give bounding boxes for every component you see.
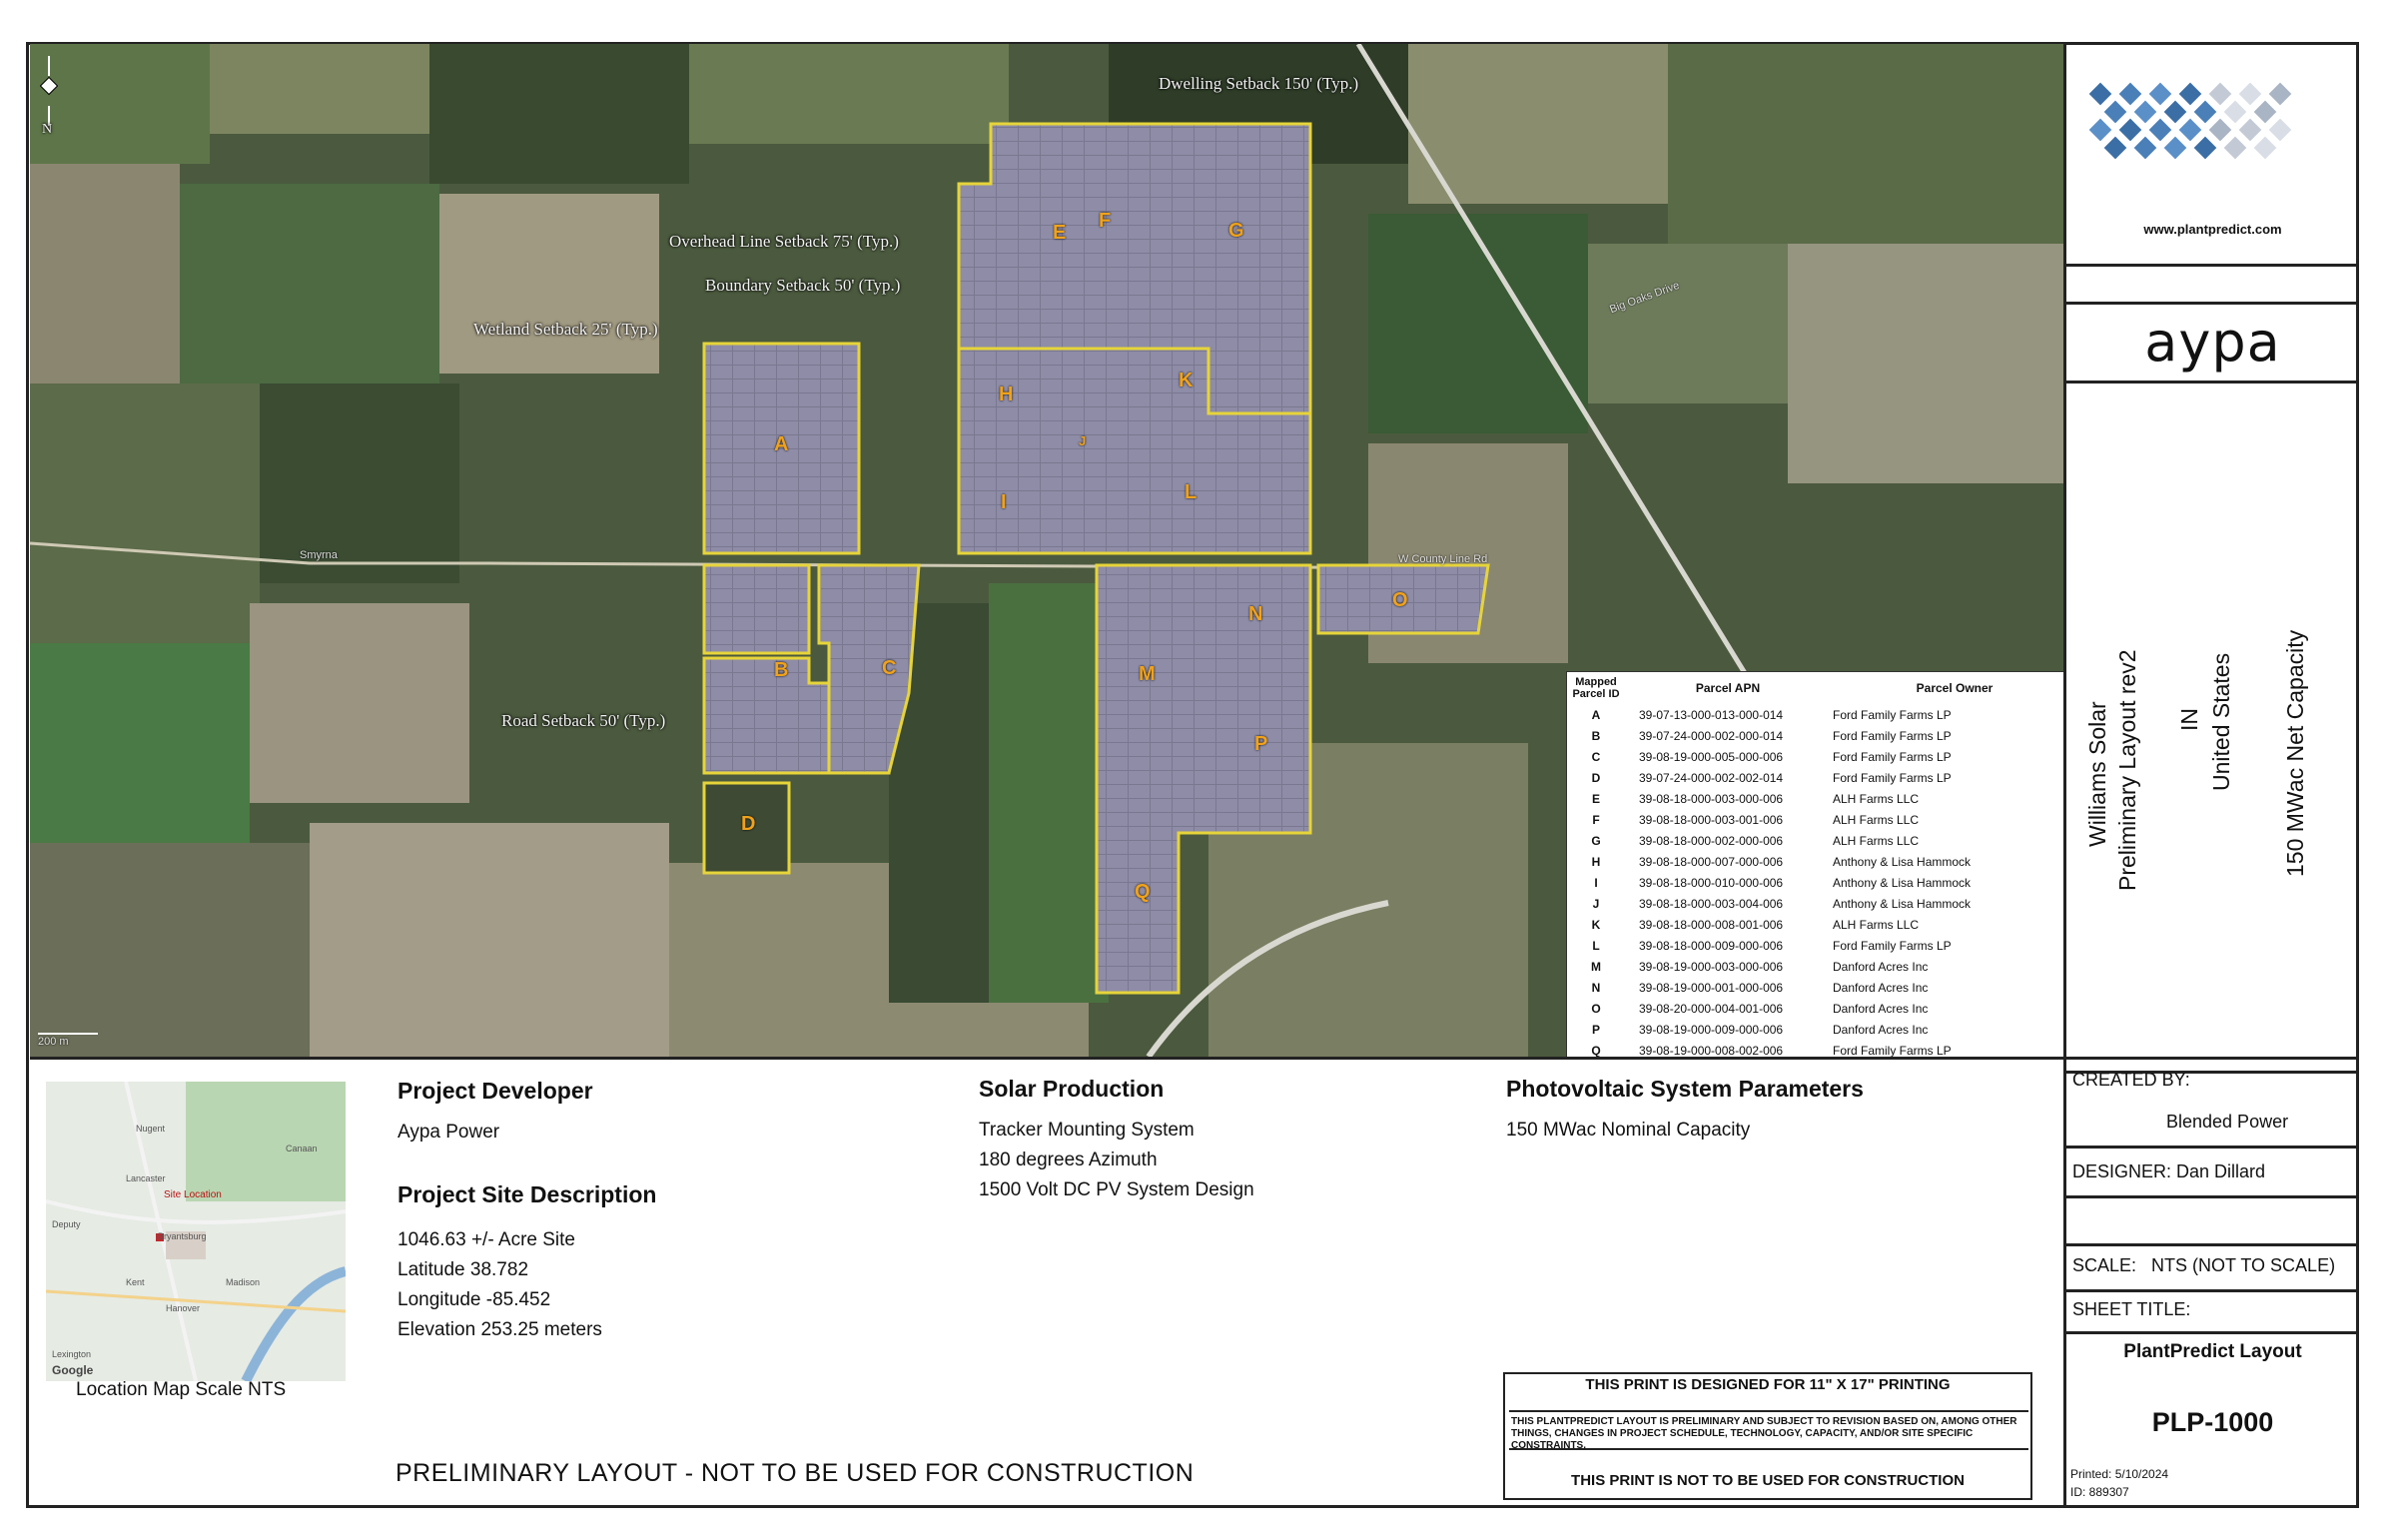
parcel-id-cell: M bbox=[1591, 959, 1601, 974]
logo-diamond bbox=[2119, 119, 2142, 142]
parcel-table-row bbox=[1567, 914, 2063, 935]
aypa-logo: aypa bbox=[2144, 311, 2281, 374]
parcel-table-row bbox=[1567, 788, 2063, 809]
parcel-apn-cell: 39-08-19-000-008-002-006 bbox=[1639, 1043, 1784, 1057]
project-country: United States bbox=[2208, 652, 2234, 791]
created-by-label: CREATED BY: bbox=[2072, 1070, 2190, 1090]
logo-diamond bbox=[2119, 83, 2142, 106]
site-acreage: 1046.63 +/- Acre Site bbox=[398, 1229, 575, 1250]
printed-date: Printed: 5/10/2024 bbox=[2070, 1467, 2169, 1481]
header-parcel-apn: Parcel APN bbox=[1695, 681, 1761, 695]
parcel-owner-cell: ALH Farms LLC bbox=[1833, 917, 1920, 932]
county-line-road-label: W County Line Rd bbox=[1398, 553, 1488, 565]
parcel-owner-cell: Ford Family Farms LP bbox=[1833, 707, 1952, 722]
parcel-letter-q: Q bbox=[1135, 881, 1151, 903]
sheet-title-value: PlantPredict Layout bbox=[2123, 1341, 2302, 1362]
parcel-apn-cell: 39-08-18-000-008-001-006 bbox=[1639, 917, 1784, 932]
parcel-owner-cell: Ford Family Farms LP bbox=[1833, 749, 1952, 764]
logo-diamond bbox=[2239, 119, 2262, 142]
parcel-apn-cell: 39-08-20-000-004-001-006 bbox=[1639, 1001, 1784, 1016]
parcel-table-row bbox=[1567, 1040, 2063, 1057]
parcel-owner-cell: Danford Acres Inc bbox=[1833, 959, 1929, 974]
parcel-letter-i: I bbox=[1001, 491, 1007, 513]
parcel-id-cell: K bbox=[1591, 917, 1601, 932]
parcel-letter-m: M bbox=[1139, 663, 1156, 685]
logo-diamond bbox=[2104, 137, 2127, 160]
parcel-letter-c: C bbox=[882, 657, 897, 679]
parcel-apn-cell: 39-08-18-000-003-004-006 bbox=[1639, 896, 1784, 911]
sheet-number: PLP-1000 bbox=[2151, 1407, 2274, 1437]
plantpredict-logo-box bbox=[2066, 44, 2359, 267]
parcel-table-row bbox=[1567, 809, 2063, 830]
parcel-apn-cell: 39-08-18-000-009-000-006 bbox=[1639, 938, 1784, 953]
parcel-letter-b: B bbox=[774, 659, 789, 681]
parcel-id-cell: Q bbox=[1591, 1043, 1601, 1057]
divider-2 bbox=[2066, 1195, 2359, 1198]
parcel-owner-cell: Anthony & Lisa Hammock bbox=[1833, 854, 1972, 869]
drawing-id: ID: 889307 bbox=[2070, 1485, 2129, 1499]
aypa-logo-box bbox=[2066, 302, 2359, 384]
town-deputy: Deputy bbox=[52, 1219, 81, 1229]
logo-diamond bbox=[2149, 83, 2172, 106]
parcel-letter-o: O bbox=[1392, 589, 1408, 611]
parcel-apn-cell: 39-08-19-000-009-000-006 bbox=[1639, 1022, 1784, 1037]
parcel-owner-cell: Danford Acres Inc bbox=[1833, 980, 1929, 995]
parcel-table-row bbox=[1567, 851, 2063, 872]
location-map-caption: Location Map Scale NTS bbox=[76, 1379, 287, 1400]
google-attribution: Google bbox=[52, 1363, 94, 1377]
project-developer-value: Aypa Power bbox=[398, 1122, 500, 1143]
project-name: Williams Solar bbox=[2084, 701, 2110, 847]
logo-diamond bbox=[2149, 119, 2172, 142]
parcel-apn-cell: 39-08-18-000-007-000-006 bbox=[1639, 854, 1784, 869]
parcel-table-row bbox=[1567, 893, 2063, 914]
road-setback-label: Road Setback 50' (Typ.) bbox=[501, 711, 666, 730]
divider-1 bbox=[2066, 1146, 2359, 1149]
parcel-owner-cell: ALH Farms LLC bbox=[1833, 812, 1920, 827]
overhead-setback-label: Overhead Line Setback 75' (Typ.) bbox=[669, 232, 899, 251]
scale-label: SCALE: NTS (NOT TO SCALE) bbox=[2072, 1255, 2336, 1275]
town-bryantsburg: Bryantsburg bbox=[158, 1231, 207, 1241]
north-arrow-icon bbox=[40, 56, 58, 126]
parcel-letter-f: F bbox=[1099, 210, 1112, 232]
solar-production-heading: Solar Production bbox=[979, 1076, 1165, 1102]
scale-bar: 200 m bbox=[38, 1033, 98, 1048]
project-state: IN bbox=[2176, 708, 2202, 731]
logo-diamond bbox=[2209, 119, 2232, 142]
parcel-apn-cell: 39-07-24-000-002-000-014 bbox=[1639, 728, 1784, 743]
town-madison: Madison bbox=[226, 1277, 261, 1287]
preliminary-disclaimer: THIS PLANTPREDICT LAYOUT IS PRELIMINARY AND SUBJECT TO REVISION BASED ON, AMONG OTHER THINGS, CHANGES IN PROJECT SCHEDULE, TECHNOLOGY, CAPACITY, AND/OR SITE SPECIFIC CONSTRAINTS. bbox=[1509, 1410, 2028, 1450]
logo-diamond bbox=[2179, 119, 2202, 142]
project-developer-heading: Project Developer bbox=[398, 1078, 593, 1104]
site-elevation: Elevation 253.25 meters bbox=[398, 1319, 602, 1340]
site-longitude: Longitude -85.452 bbox=[398, 1289, 551, 1310]
wetland-setback-label: Wetland Setback 25' (Typ.) bbox=[473, 320, 658, 339]
parcel-owner-cell: ALH Farms LLC bbox=[1833, 833, 1920, 848]
north-label: N bbox=[42, 122, 53, 137]
parcel-id-cell: N bbox=[1591, 980, 1601, 995]
parcel-id-cell: O bbox=[1591, 1001, 1601, 1016]
divider-4 bbox=[2066, 1289, 2359, 1292]
designer-label: DESIGNER: Dan Dillard bbox=[2072, 1161, 2266, 1181]
parcel-id-cell: I bbox=[1594, 875, 1598, 890]
parcel-letter-a: A bbox=[774, 433, 789, 455]
parcel-letter-d: D bbox=[741, 813, 756, 835]
parcel-owner-cell: ALH Farms LLC bbox=[1833, 791, 1920, 806]
town-canaan: Canaan bbox=[286, 1144, 318, 1154]
parcel-id-cell: H bbox=[1591, 854, 1601, 869]
logo-diamond bbox=[2134, 137, 2157, 160]
parcel-table bbox=[1566, 671, 2063, 1057]
logo-diamond bbox=[2164, 137, 2187, 160]
parcel-b1 bbox=[704, 565, 809, 653]
town-nugent: Nugent bbox=[136, 1124, 166, 1134]
logo-diamond bbox=[2194, 137, 2217, 160]
parcel-apn-cell: 39-07-13-000-013-000-014 bbox=[1639, 707, 1784, 722]
pv-parameters-heading: Photovoltaic System Parameters bbox=[1506, 1076, 1864, 1102]
aerial-map[interactable] bbox=[30, 44, 2063, 1057]
boundary-setback-label: Boundary Setback 50' (Typ.) bbox=[705, 276, 901, 295]
logo-diamond bbox=[2089, 83, 2112, 106]
parcel-letter-p: P bbox=[1254, 733, 1268, 755]
logo-diamond bbox=[2239, 83, 2262, 106]
parcel-letter-g: G bbox=[1228, 220, 1244, 242]
parcel-id-cell: P bbox=[1591, 1022, 1600, 1037]
parcel-owner-cell: Ford Family Farms LP bbox=[1833, 1043, 1952, 1057]
parcel-letter-j: J bbox=[1079, 433, 1087, 448]
project-capacity: 150 MWac Net Capacity bbox=[2282, 629, 2308, 877]
solar-production-voltage: 1500 Volt DC PV System Design bbox=[979, 1179, 1254, 1200]
print-size-note: THIS PRINT IS DESIGNED FOR 11" X 17" PRINTING bbox=[1585, 1376, 1951, 1393]
preliminary-layout-note: PRELIMINARY LAYOUT - NOT TO BE USED FOR CONSTRUCTION bbox=[396, 1459, 1195, 1487]
sheet-title-label: SHEET TITLE: bbox=[2072, 1299, 2191, 1319]
print-note-box bbox=[1503, 1372, 2032, 1500]
parcel-owner-cell: Ford Family Farms LP bbox=[1833, 728, 1952, 743]
parcel-letter-k: K bbox=[1179, 370, 1194, 391]
parcel-owner-cell: Ford Family Farms LP bbox=[1833, 938, 1952, 953]
town-lexington: Lexington bbox=[52, 1349, 92, 1359]
parcel-table-row bbox=[1567, 830, 2063, 851]
parcel-apn-cell: 39-08-19-000-001-000-006 bbox=[1639, 980, 1784, 995]
parcel-apn-cell: 39-08-18-000-010-000-006 bbox=[1639, 875, 1784, 890]
project-title-block bbox=[2066, 382, 2359, 1074]
parcel-id-cell: B bbox=[1591, 728, 1601, 743]
logo-diamond bbox=[2209, 83, 2232, 106]
plantpredict-logo-icon bbox=[2066, 44, 2359, 214]
town-kent: Kent bbox=[126, 1277, 145, 1287]
parcel-owner-cell: Danford Acres Inc bbox=[1833, 1001, 1929, 1016]
project-site-description-heading: Project Site Description bbox=[398, 1181, 657, 1207]
parcel-owner-cell: Anthony & Lisa Hammock bbox=[1833, 875, 1972, 890]
parcel-id-cell: G bbox=[1591, 833, 1601, 848]
created-by-value: Blended Power bbox=[2166, 1112, 2289, 1132]
town-hanover: Hanover bbox=[166, 1303, 201, 1313]
created-by-cell bbox=[2063, 1057, 2359, 1508]
logo-diamond bbox=[2134, 101, 2157, 124]
parcel-letter-n: N bbox=[1248, 603, 1263, 625]
logo-diamond bbox=[2254, 101, 2277, 124]
construction-note: THIS PRINT IS NOT TO BE USED FOR CONSTRUCTION bbox=[1571, 1472, 1965, 1489]
parcel-table-row bbox=[1567, 872, 2063, 893]
site-location-label: Site Location bbox=[164, 1189, 222, 1200]
divider-3 bbox=[2066, 1243, 2359, 1246]
logo-diamond bbox=[2269, 119, 2292, 142]
logo-diamond bbox=[2269, 83, 2292, 106]
parcel-table-row bbox=[1567, 704, 2063, 725]
parcel-letter-l: L bbox=[1185, 481, 1198, 503]
parcel-id-cell: C bbox=[1591, 749, 1601, 764]
parcel-table-row bbox=[1567, 725, 2063, 746]
parcel-table-row bbox=[1567, 1019, 2063, 1040]
logo-diamond bbox=[2254, 137, 2277, 160]
parcel-apn-cell: 39-08-18-000-002-000-006 bbox=[1639, 833, 1784, 848]
pv-nominal-capacity: 150 MWac Nominal Capacity bbox=[1506, 1120, 1751, 1141]
parcel-apn-cell: 39-08-19-000-005-000-006 bbox=[1639, 749, 1784, 764]
parcel-letter-h: H bbox=[999, 384, 1014, 405]
parcel-table-row bbox=[1567, 998, 2063, 1019]
dwelling-setback-label: Dwelling Setback 150' (Typ.) bbox=[1159, 74, 1359, 93]
parcel-table-row bbox=[1567, 956, 2063, 977]
header-parcel-owner: Parcel Owner bbox=[1916, 681, 1994, 695]
parcel-letter-e: E bbox=[1053, 222, 1067, 244]
logo-diamond bbox=[2089, 119, 2112, 142]
parcel-id-cell: E bbox=[1591, 791, 1600, 806]
parcel-table-row bbox=[1567, 767, 2063, 788]
header-parcel-id: Mapped Parcel ID bbox=[1572, 676, 1620, 700]
parcel-owner-cell: Anthony & Lisa Hammock bbox=[1833, 896, 1972, 911]
smyrna-label: Smyrna bbox=[300, 549, 338, 561]
site-latitude: Latitude 38.782 bbox=[398, 1259, 529, 1280]
parcel-table-header bbox=[1567, 672, 2063, 704]
solar-production-mounting: Tracker Mounting System bbox=[979, 1120, 1195, 1141]
logo-diamond bbox=[2194, 101, 2217, 124]
divider-5 bbox=[2066, 1331, 2359, 1334]
location-map[interactable] bbox=[46, 1082, 346, 1381]
parcel-apn-cell: 39-08-19-000-003-000-006 bbox=[1639, 959, 1784, 974]
parcel-apn-cell: 39-08-18-000-003-001-006 bbox=[1639, 812, 1784, 827]
logo-diamond bbox=[2164, 101, 2187, 124]
logo-diamond bbox=[2224, 137, 2247, 160]
parcel-table-row bbox=[1567, 746, 2063, 767]
parcel-apn-cell: 39-07-24-000-002-002-014 bbox=[1639, 770, 1784, 785]
parcel-owner-cell: Danford Acres Inc bbox=[1833, 1022, 1929, 1037]
logo-diamond bbox=[2179, 83, 2202, 106]
parcel-apn-cell: 39-08-18-000-003-000-006 bbox=[1639, 791, 1784, 806]
parcel-owner-cell: Ford Family Farms LP bbox=[1833, 770, 1952, 785]
logo-diamond bbox=[2104, 101, 2127, 124]
layout-revision: Preliminary Layout rev2 bbox=[2114, 649, 2140, 891]
parcel-id-cell: A bbox=[1591, 707, 1601, 722]
parcel-table-row bbox=[1567, 935, 2063, 956]
big-oaks-drive-label: Big Oaks Drive bbox=[1608, 279, 1682, 317]
parcel-table-row bbox=[1567, 977, 2063, 998]
parcel-id-cell: F bbox=[1592, 812, 1600, 827]
town-lancaster: Lancaster bbox=[126, 1173, 166, 1183]
parcel-id-cell: D bbox=[1591, 770, 1601, 785]
parcel-id-cell: J bbox=[1592, 896, 1600, 911]
parcel-id-cell: L bbox=[1592, 938, 1600, 953]
plantpredict-url[interactable]: www.plantpredict.com bbox=[2143, 222, 2282, 237]
solar-production-azimuth: 180 degrees Azimuth bbox=[979, 1150, 1158, 1170]
logo-diamond bbox=[2224, 101, 2247, 124]
